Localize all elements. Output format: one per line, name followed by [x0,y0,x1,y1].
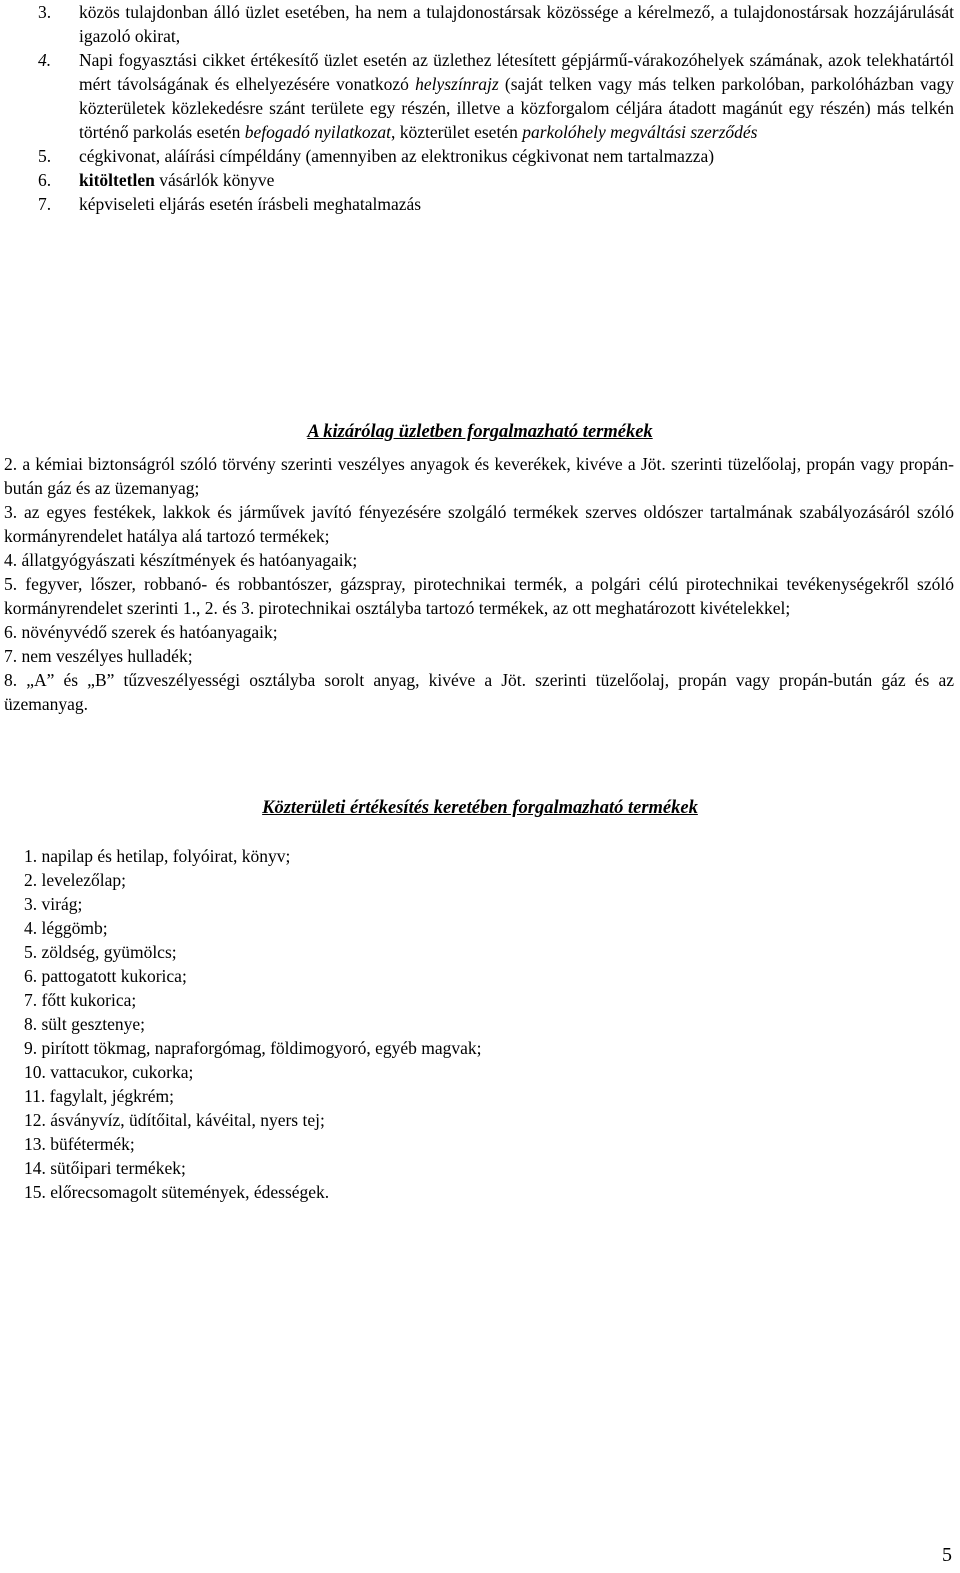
list-item: 10. vattacukor, cukorka; [24,1062,194,1082]
list-item: 15. előrecsomagolt sütemények, édességek. [24,1182,330,1202]
list-item [38,192,954,216]
list-item: 2. levelezőlap; [24,870,127,890]
item-number: 3. [38,2,52,22]
bold-term: kitöltetlen [79,170,155,190]
list-item: 6. növényvédő szerek és hatóanyagaik; [4,622,278,642]
list-item [38,48,954,144]
item-number: 4. [38,50,52,70]
store-only-list [4,452,954,716]
list-item: 3. virág; [24,894,83,914]
list-item: 13. büfétermék; [24,1134,135,1154]
list-item: 8. „A” és „B” tűzveszélyességi osztályba sorolt anyag, kivéve a Jöt. szerinti tüzelőolaj, propán vagy propán-bután gáz és az üzemanyag. [4,670,954,714]
list-item: 7. nem veszélyes hulladék; [4,646,193,666]
item-text: közös tulajdonban álló üzlet esetében, ha nem a tulajdonostársak közössége a kérelmező, a tulajdonostársak hozzájárulását igazoló okirat, [79,2,954,46]
requirements-list [38,0,954,216]
item-number: 5. [38,146,52,166]
section-heading-store-only: A kizárólag üzletben forgalmazható termékek [307,422,653,442]
section-heading-public-area: Közterületi értékesítés keretében forgalmazható termékek [262,798,698,818]
list-item: 3. az egyes festékek, lakkok és járművek javító fényezésére szolgáló termékek szerves oldószer tartalmának szabályozásáról szóló kormányrendelet hatálya alá tartozó termékek; [4,502,954,546]
list-item: 6. pattogatott kukorica; [24,966,187,986]
list-item: 1. napilap és hetilap, folyóirat, könyv; [24,846,291,866]
public-area-list [24,844,724,1204]
list-item: 2. a kémiai biztonságról szóló törvény szerinti veszélyes anyagok és keverékek, kivéve a Jöt. szerinti tüzelőolaj, propán vagy propán-bután gáz és az üzemanyag; [4,454,954,498]
list-item: 5. zöldség, gyümölcs; [24,942,177,962]
list-item [38,144,954,168]
item-text: képviseleti eljárás esetén írásbeli meghatalmazás [79,194,422,214]
list-item [38,168,954,192]
item-number: 6. [38,170,52,190]
list-item: 8. sült gesztenye; [24,1014,146,1034]
item-number: 7. [38,194,52,214]
list-item: 12. ásványvíz, üdítőital, kávéital, nyers tej; [24,1110,325,1130]
parking-contract-term: parkolóhely megváltási szerződés [522,122,758,142]
acceptance-declaration-term: befogadó nyilatkozat [244,122,392,142]
list-item: 9. pirított tökmag, napraforgómag, földimogyoró, egyéb magvak; [24,1038,482,1058]
list-item: 7. főtt kukorica; [24,990,137,1010]
list-item: 4. állatgyógyászati készítmények és hatóanyagaik; [4,550,358,570]
list-item: 4. léggömb; [24,918,108,938]
site-plan-term: helyszínrajz [415,74,499,94]
page-number: 5 [942,1544,952,1566]
item-text: Napi fogyasztási cikket értékesítő üzlet esetén az üzlethez létesített gépjármű-várakozóhelyek számának, azok telekhatártól mért távolságának és elhelyezésére vonatkozó helyszínrajz (saját telken vagy más telken parkolóban, parkolóházban vagy közterületek közlekedésre szánt területe egy részén, illetve a közforgalom céljára átadott magánút egy részén) más telkén történő parkolás esetén befogadó nyilatkozat, közterület esetén parkolóhely megváltási szerződés [79,50,954,142]
list-item: 14. sütőipari termékek; [24,1158,186,1178]
list-item: 5. fegyver, lőszer, robbanó- és robbantószer, gázspray, pirotechnikai termék, a polgári célú pirotechnikai tevékenységekről szóló kormányrendelet szerinti 1., 2. és 3. pirotechnikai osztályba tartozó termékek, az ott meghatározott kivételekkel; [4,574,954,618]
list-item [38,0,954,48]
item-text: cégkivonat, aláírási címpéldány (amennyiben az elektronikus cégkivonat nem tartalmazza) [79,146,715,166]
list-item: 11. fagylalt, jégkrém; [24,1086,174,1106]
item-text: kitöltetlen vásárlók könyve [79,170,275,190]
